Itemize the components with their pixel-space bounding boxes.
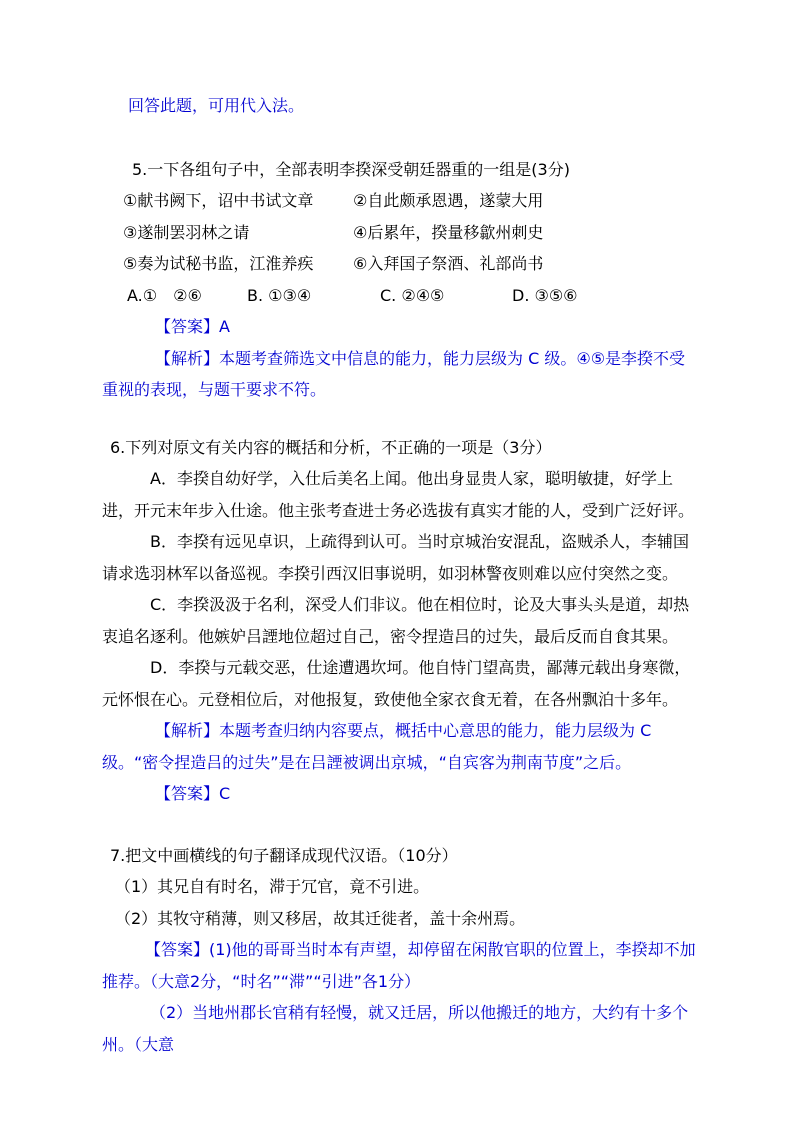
q5-choices-row	[102, 280, 700, 312]
q5-item-1: ①献书阙下，诏中书试文章	[123, 191, 314, 210]
q7-answer-part-2: （2）当地州郡长官稍有轻慢，就又迁居，所以他搬迁的地方，大约有十多个州。（大意	[102, 1003, 689, 1054]
section-gap	[102, 810, 700, 840]
q6-option-d: D．李揆与元载交恶，仕途遭遇坎坷。他自恃门望高贵，鄙薄元载出身寒微，元怀恨在心。元登相位后，对他报复，致使他全家衣食无着，在各州飘泊十多年。	[102, 658, 691, 709]
q5-item-5: ⑤奏为试秘书监，江淮养疾	[123, 254, 314, 273]
q5-item-4: ④后累年，揆量移歙州刺史	[353, 222, 544, 242]
q6-answer-line: 【答案】C	[155, 784, 231, 803]
q5-item-6: ⑥入拜国子祭酒、礼部尚书	[353, 254, 544, 273]
q5-items-row-2	[102, 217, 700, 249]
q6-analysis-text: 【解析】本题考查归纳内容要点，概括中心意思的能力，能力层级为 C 级。“密令捏造吕的过失”是在吕諲被调出京城，“自宾客为荆南节度”之后。	[102, 721, 652, 772]
section-gap	[102, 406, 700, 432]
q5-item-3: ③遂制罢羽林之请	[123, 222, 250, 242]
question-5-stem: 5.一下各组句子中，全部表明李揆深受朝廷器重的一组是(3分)	[132, 159, 570, 179]
method-note-line: 回答此题，可用代入法。	[128, 96, 305, 115]
q5-items-row-1	[102, 185, 700, 217]
q5-choice-c: C. ②④⑤	[380, 285, 445, 305]
question-7-stem: 7.把文中画横线的句子翻译成现代汉语。（10分）	[110, 845, 458, 865]
section-gap	[102, 122, 700, 154]
q6-option-c: C．李揆汲汲于名利，深受人们非议。他在相位时，论及大事头头是道，却热衷追名逐利。他嫉妒吕諲地位超过自己，密令捏造吕的过失，最后反而自食其果。	[102, 595, 690, 646]
q5-item-2: ②自此颇承恩遇，遂蒙大用	[353, 191, 544, 210]
q6-option-a: A．李揆自幼好学，入仕后美名上闻。他出身显贵人家，聪明敏捷，好学上进，开元末年步入仕途。他主张考查进士务必选拔有真实才能的人，受到广泛好评。	[102, 469, 695, 520]
q5-answer-line: 【答案】A	[155, 317, 230, 336]
q7-sentence-2: （2）其牧守稍薄，则又移居，故其迁徙者，盖十余州焉。	[115, 908, 526, 928]
q7-sentence-1: （1）其兄自有时名，滞于冗官，竟不引进。	[115, 877, 430, 896]
q5-choice-d: D. ③⑤⑥	[512, 285, 578, 305]
q5-items-row-3	[102, 248, 700, 280]
question-6-stem: 6.下列对原文有关内容的概括和分析，不正确的一项是（3分）	[110, 437, 552, 457]
q6-option-b: B．李揆有远见卓识，上疏得到认可。当时京城治安混乱，盗贼杀人，李辅国请求选羽林军以备巡视。李揆引西汉旧事说明，如羽林警夜则难以应付突然之变。	[102, 532, 689, 583]
q7-answer-part-1: 【答案】(1)他的哥哥当时本有声望，却停留在闲散官职的位置上，李揆却不加推荐。（大意2分，“时名”“滞”“引进”各1分）	[102, 940, 696, 991]
q5-choice-a: A.① ②⑥	[127, 285, 202, 305]
q5-choice-b: B. ①③④	[247, 285, 312, 305]
q5-analysis-text: 【解析】本题考查筛选文中信息的能力，能力层级为 C 级。④⑤是李揆不受重视的表现，与题干要求不符。	[102, 348, 686, 399]
